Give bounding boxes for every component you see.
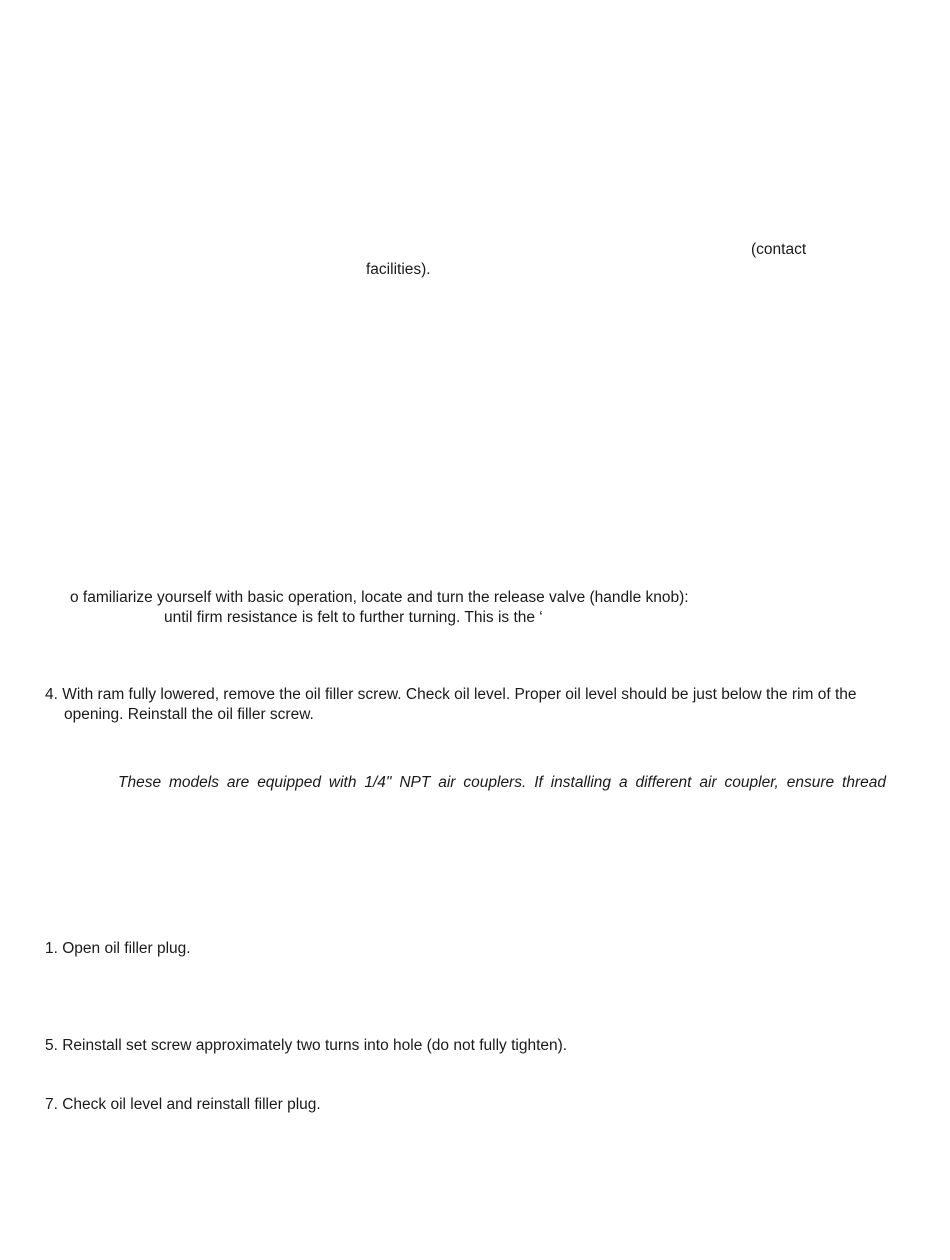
step-7-check-oil: 7. Check oil level and reinstall filler plug. (45, 1096, 321, 1113)
contact-fragment: (contact (751, 241, 807, 258)
air-coupler-note: These models are equipped with 1/4" NPT air couplers. If installing a different air coupler, ensure thread (118, 774, 886, 791)
step-4-oil-level-continued: opening. Reinstall the oil filler screw. (64, 706, 314, 723)
step-4-oil-level: 4. With ram fully lowered, remove the oil filler screw. Check oil level. Proper oil level should be just below the rim of the (45, 686, 857, 703)
facilities-fragment: facilities). (366, 261, 431, 278)
step-5-set-screw: 5. Reinstall set screw approximately two turns into hole (do not fully tighten). (45, 1037, 568, 1054)
step-1-open-plug: 1. Open oil filler plug. (45, 940, 191, 957)
release-valve-instruction-continued: until firm resistance is felt to further turning. This is the ‘ (164, 609, 543, 626)
release-valve-instruction: o familiarize yourself with basic operation, locate and turn the release valve (handle knob): (70, 589, 689, 606)
